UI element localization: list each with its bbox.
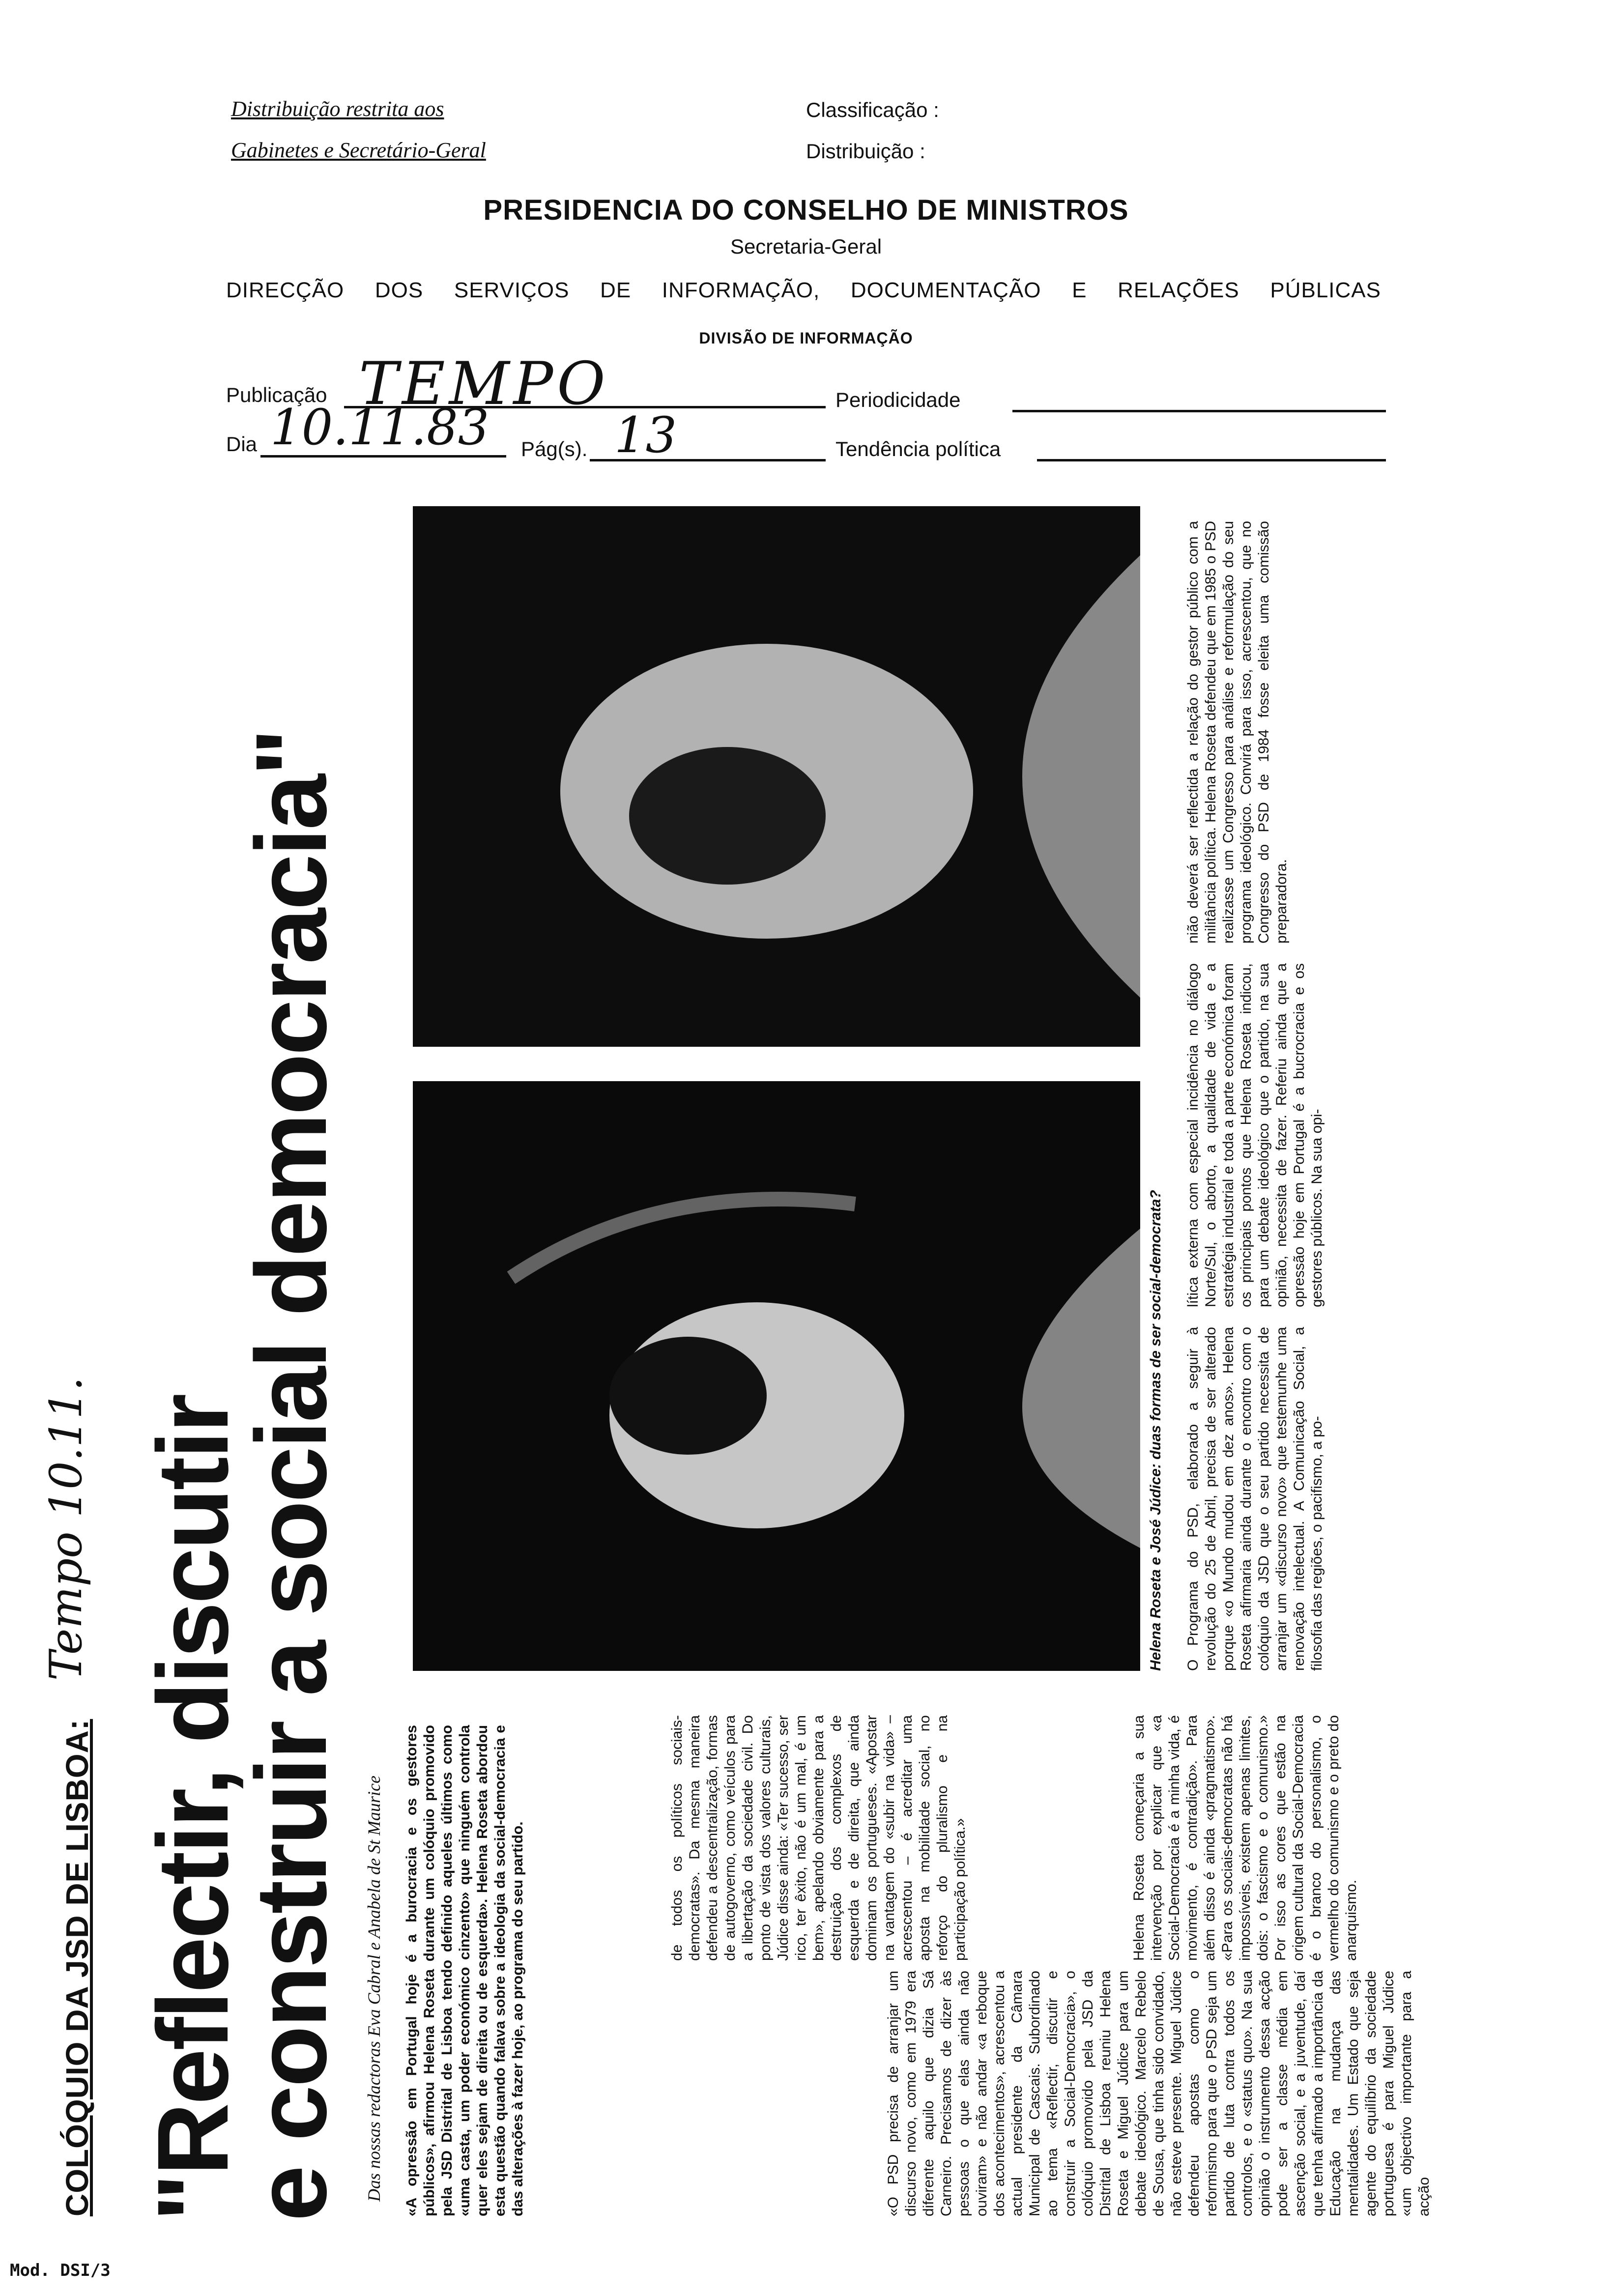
byline: Das nossas redactoras Eva Cabral e Anabela de St Maurice — [364, 1776, 384, 2202]
photo-jose-judice — [413, 506, 1140, 1047]
publicacao-handwritten: TEMPO — [359, 350, 609, 418]
headline-line-1: "Reflectir, discutir — [137, 1395, 249, 2221]
page-subtitle: Secretaria-Geral — [730, 235, 882, 258]
article-column-6: nião deverá ser reflectida a relação do gestor público com a militância política. Helena Roseta defendeu que em 1985 o PSD realizasse um Congresso para análise e reformulação do seu programa ideológico. Convirá para isso, acrescentou, que no Congresso do PSD de 1984 fosse eleita uma comissão preparadora. — [1185, 521, 1290, 944]
pags-handwritten: 13 — [614, 406, 677, 464]
distribution-line-1: Distribuição restrita aos — [231, 97, 444, 121]
headline-line-2: e construir a social democracia" — [235, 730, 347, 2221]
dia-label: Dia — [226, 432, 258, 456]
article-column-5: lítica externa com especial incidência no diálogo Norte/Sul, o aborto, a qualidade de vida e a estratégia industrial e toda a parte económica foram os principais pontos que Helena Roseta indicou, para um debate ideológico que o partido, na sua opinião, necessita de fazer. Referiu ainda que a opressão hoje em Portugal é a bucrocracia e os gestores públicos. Na sua opi- — [1185, 963, 1325, 1307]
article-column-2: de todos os políticos sociais-democratas». Da mesma maneira defendeu a descentralização, formas de autogoverno, como veículos para a libertação da sociedade civil. Do ponto de vista dos valores culturais, Júdice disse ainda: «Ter sucesso, ser rico, ter êxito, não é um mal, é um bem», apelando obviamente para a destruição dos complexos de esquerda e de direita, que ainda dominam os portugueses. «Apostar na vantagem do «subir na vida» – acrescentou – é acreditar uma aposta na mobilidade social, no reforço do pluralismo e na participação política.» — [669, 1715, 968, 1961]
tendencia-label: Tendência política — [835, 437, 1001, 460]
handwritten-date-note: Tempo 10.11. — [40, 1377, 92, 1681]
tendencia-line — [1037, 459, 1386, 461]
article-kicker: COLÓQUIO DA JSD DE LISBOA: — [59, 1719, 95, 2216]
division-heading: DIVISÃO DE INFORMAÇÃO — [699, 329, 913, 347]
dia-handwritten: 10.11.83 — [270, 399, 489, 456]
pags-label: Pág(s). — [521, 437, 588, 460]
distribution-line-2: Gabinetes e Secretário-Geral — [231, 138, 486, 162]
photo-helena-roseta — [413, 1081, 1140, 1671]
article-column-3: Helena Roseta começaria a sua intervenção por explicar que «a Social-Democracia é a minha vida, é movimento, é contradição». Para além disso é ainda «pragmatismo». «Para os sociais-democratas não há impossíveis, existem apenas limites, dois: o fascismo e o comunismo.» Por isso as cores que estão na origem cultural da Social-Democracia é o branco do personalismo, o vermelho do comunismo e o preto do anarquismo. — [1131, 1715, 1359, 1961]
newspaper-clipping — [39, 487, 1568, 2236]
classificacao-label: Classificação : — [806, 98, 939, 121]
article-column-4: O Programa do PSD, elaborado a seguir à revolução do 25 de Abril, precisa de ser alterado porque «o Mundo mudou em dez anos». Helena Roseta afirmaria ainda durante o encontro com o colóquio da JSD que o seu partido necessita de arranjar um «discurso novo» que testemunhe uma renovação intelectual. A Comunicação Social, a filosofia das regiões, o pacifismo, a po- — [1185, 1327, 1325, 1671]
page-title: PRESIDENCIA DO CONSELHO DE MINISTROS — [483, 194, 1129, 226]
distribuicao-label: Distribuição : — [806, 140, 925, 163]
form-code: Mod. DSI/3 — [10, 2261, 111, 2280]
directorate-heading: DIRECÇÃO DOS SERVIÇOS DE INFORMAÇÃO, DOCUMENTAÇÃO E RELAÇÕES PÚBLICAS — [226, 278, 1381, 302]
photo-caption: Helena Roseta e José Júdice: duas formas de ser social-democrata? — [1148, 1190, 1164, 1671]
article-lead: «A opressão em Portugal hoje é a burocracia e os gestores públicos», afirmou Helena Roseta durante um colóquio promovido pela JSD Distrital de Lisboa tendo definido aqueles últimos como «uma casta, um poder económico cinzento» que ninguém controla quer eles sejam de direita ou de esquerda». Helena Roseta abordou esta questão quando falava sobre a ideologia da social-democracia e das alterações à fazer hoje, ao programa do seu partido. — [403, 1725, 526, 2216]
publicacao-label: Publicação — [226, 383, 327, 406]
periodicidade-label: Periodicidade — [835, 388, 961, 411]
article-column-1: «O PSD precisa de arranjar um discurso novo, como em 1979 era diferente aquilo que dizia Sá Carneiro. Precisamos de dizer às pessoas o que elas ainda não ouviram» e não andar «a reboque dos acontecimentos», acrescentou a actual presidente da Câmara Municipal de Cascais. Subordinado ao tema «Reflectir, discutir e construir a Social-Democracia», o colóquio promovido pela JSD da Distrital de Lisboa reuniu Helena Roseta e Miguel Júdice para um debate ideológico. Marcelo Rebelo de Sousa, que tinha sido convidado, não esteve presente. Miguel Júdice defendeu apostas como o reformismo para que o PSD seja um partido de luta contra todos os controlos, e o «status quo». Na sua opinião o instrumento dessa acção pode ser a classe média em ascenção social, e a juventude, daí que tenha afirmado a importância da Educação na mudança das mentalidades. Um Estado que seja agente do equilíbrio da sociedade portuguesa é para Miguel Júdice «um objectivo importante para a acção — [885, 1971, 1432, 2216]
periodicidade-line — [1012, 410, 1386, 412]
